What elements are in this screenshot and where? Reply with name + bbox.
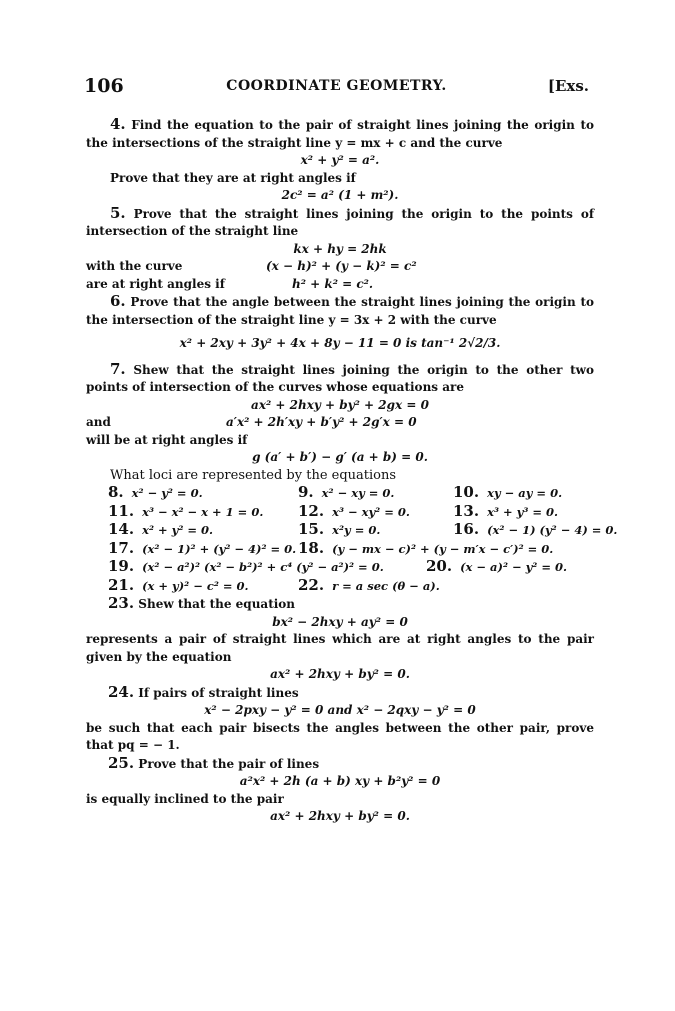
item-equation: (x² − a²)² (x² − b²)² + c⁴ (y² − a²)² = 0. xyxy=(142,560,384,574)
item-equation: r = a sec (θ − a). xyxy=(332,578,440,593)
loci-row xyxy=(86,503,594,522)
loci-item xyxy=(298,540,616,559)
exercise-text: If pairs of straight lines xyxy=(138,685,299,700)
exercise-text: is equally inclined to the pair xyxy=(86,791,284,806)
item-equation: xy − ay = 0. xyxy=(487,486,563,500)
exercise-text: Shew that the straight lines joining the origin to the other two points of intersection of the curves whose equations are xyxy=(86,362,594,394)
item-number: 11. xyxy=(108,501,135,520)
exercise-7 xyxy=(86,361,594,397)
item-number: 19. xyxy=(108,557,135,575)
loci-item xyxy=(298,521,453,540)
item-number: 21. xyxy=(108,575,135,594)
item-number: 22. xyxy=(298,575,325,594)
item-equation: (y − mx − c)² + (y − m′x − c′)² = 0. xyxy=(332,541,554,556)
loci-item xyxy=(108,503,298,522)
equation: ax² + 2hxy + by² = 0. xyxy=(270,809,410,823)
equation: ax² + 2hxy + by² + 2gx = 0 xyxy=(251,397,429,412)
exercise-text: Prove that the straight lines joining the origin to the points of intersection of the straight line xyxy=(86,206,594,238)
equation-label: with the curve xyxy=(86,259,183,273)
exercise-5 xyxy=(86,205,594,241)
item-equation: x²y = 0. xyxy=(332,523,381,537)
running-title: COORDINATE GEOMETRY. xyxy=(226,78,447,94)
item-number: 20. xyxy=(426,557,453,575)
equation-row xyxy=(86,414,594,432)
equation: a²x² + 2h (a + b) xy + b²y² = 0 xyxy=(239,774,441,788)
exercise-text: will be at right angles if xyxy=(86,432,248,447)
exercise-24 xyxy=(86,684,594,703)
item-equation: x² + y² = 0. xyxy=(142,523,214,537)
exercise-text: be such that each pair bisects the angles between the other pair, prove that pq = − 1. xyxy=(86,720,594,752)
exercise-number: 5. xyxy=(110,203,126,222)
item-number: 16. xyxy=(453,520,480,538)
equation: 2c² = a² (1 + m²). xyxy=(281,188,399,202)
section-label: [Exs. xyxy=(547,77,589,95)
item-equation: (x + y)² − c² = 0. xyxy=(142,578,249,593)
loci-item xyxy=(453,484,616,503)
loci-row xyxy=(86,484,594,503)
equation: g (a′ + b′) − g′ (a + b) = 0. xyxy=(252,450,428,464)
loci-item xyxy=(453,503,616,522)
equation: ax² + 2hxy + by² = 0. xyxy=(270,667,410,681)
loci-item xyxy=(298,503,453,522)
item-equation: x³ + y³ = 0. xyxy=(487,504,559,519)
exercise-23 xyxy=(86,595,594,614)
exercise-text: Find the equation to the pair of straight lines joining the origin to the intersections of the straight line y = mx + c and the curve xyxy=(86,118,594,150)
equation-label: and xyxy=(86,415,111,429)
equation: x² + 2xy + 3y² + 4x + 8y − 11 = 0 is tan⁻¹ 2√2/3. xyxy=(179,336,501,350)
item-number: 15. xyxy=(298,520,325,538)
exercise-text: Prove that the pair of lines xyxy=(138,756,320,771)
loci-row xyxy=(86,558,594,577)
equation: x² − 2pxy − y² = 0 and x² − 2qxy − y² = 0 xyxy=(204,703,476,717)
loci-item xyxy=(298,484,453,503)
item-number: 17. xyxy=(108,538,135,557)
item-equation: x³ − xy² = 0. xyxy=(332,504,410,519)
equation: x² + y² = a². xyxy=(300,153,380,167)
loci-intro: What loci are represented by the equations xyxy=(110,467,397,483)
loci-item xyxy=(298,577,616,596)
exercise-text: Prove that they are at right angles if xyxy=(110,170,356,185)
exercise-text: Shew that the equation xyxy=(138,597,296,611)
item-number: 12. xyxy=(298,501,325,520)
equation: kx + hy = 2hk xyxy=(293,241,387,256)
item-number: 14. xyxy=(108,520,135,538)
item-equation: x² − xy = 0. xyxy=(321,486,395,500)
equation-label: are at right angles if xyxy=(86,276,225,291)
item-number: 13. xyxy=(453,501,480,520)
page-body xyxy=(86,115,618,826)
exercise-6 xyxy=(86,293,594,329)
equation: (x − h)² + (y − k)² = c² xyxy=(266,259,417,273)
page-number: 106 xyxy=(84,75,124,97)
exercise-25 xyxy=(86,755,594,774)
equation-row xyxy=(86,276,594,294)
item-equation: x² − y² = 0. xyxy=(131,486,203,500)
exercise-4 xyxy=(86,116,594,152)
item-equation: (x² − 1) (y² − 4) = 0. xyxy=(487,523,618,537)
equation-row xyxy=(86,258,594,276)
item-equation: x³ − x² − x + 1 = 0. xyxy=(142,504,264,519)
item-equation: (x − a)² − y² = 0. xyxy=(460,560,567,574)
loci-item xyxy=(108,521,298,540)
exercise-text: represents a pair of straight lines which are at right angles to the pair given by the equation xyxy=(86,632,594,664)
equation: h² + k² = c². xyxy=(292,276,374,291)
loci-row xyxy=(86,520,618,540)
loci-item xyxy=(108,558,426,577)
loci-item xyxy=(108,540,298,559)
exercise-text: Prove that the angle between the straight lines joining the origin to the intersection of the straight line y = 3x + 2 with the curve xyxy=(86,295,595,327)
exercise-number: 24. xyxy=(108,682,135,701)
exercise-number: 6. xyxy=(110,292,126,310)
loci-row xyxy=(86,577,594,596)
item-number: 10. xyxy=(453,483,480,501)
loci-item xyxy=(426,558,616,577)
exercise-number: 23. xyxy=(108,594,135,612)
equation: bx² − 2hxy + ay² = 0 xyxy=(272,614,408,629)
equation: a′x² + 2h′xy + b′y² + 2g′x = 0 xyxy=(226,415,417,429)
exercise-number: 25. xyxy=(108,753,135,772)
item-equation: (x² − 1)² + (y² − 4)² = 0. xyxy=(142,541,297,556)
item-number: 18. xyxy=(298,538,325,557)
item-number: 9. xyxy=(298,483,314,501)
loci-item xyxy=(108,484,298,503)
loci-item xyxy=(108,577,298,596)
item-number: 8. xyxy=(108,483,124,501)
exercise-number: 7. xyxy=(110,359,126,378)
page-header xyxy=(84,75,589,99)
exercise-number: 4. xyxy=(110,115,126,133)
loci-row xyxy=(86,540,594,559)
loci-item xyxy=(453,521,616,540)
